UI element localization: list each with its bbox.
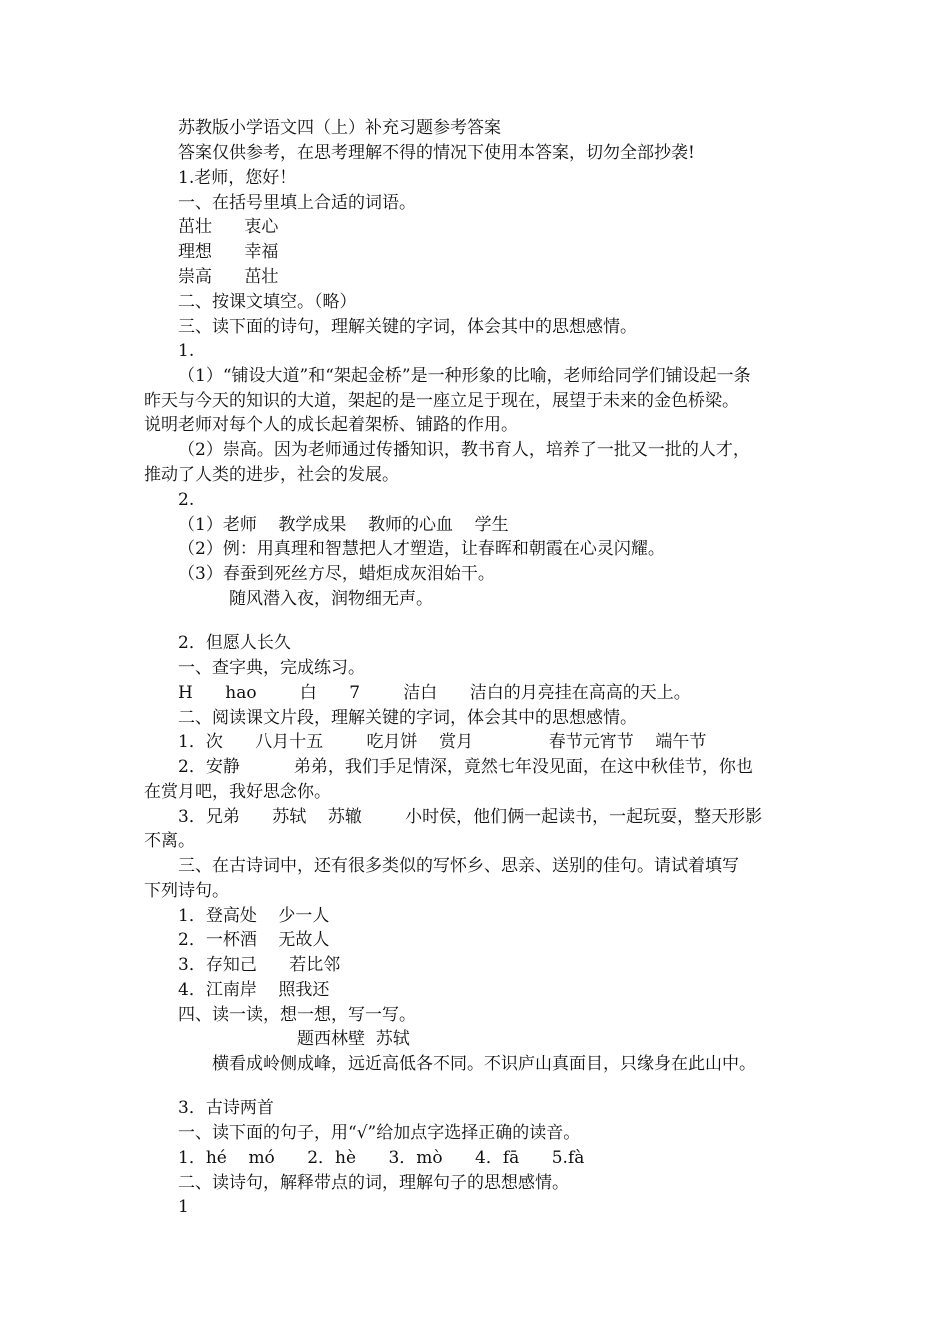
- text-line: 4．江南岸 照我还: [178, 980, 330, 1000]
- text-line: 1．hé mó 2．hè 3．mò 4．fā 5.fà: [178, 1148, 585, 1168]
- section-heading: 二、读诗句，解释带点的词，理解句子的思想感情。: [178, 1173, 569, 1193]
- text-line: （1）老师 教学成果 教师的心血 学生: [178, 515, 509, 535]
- lesson-heading: 1.老师，您好！: [178, 168, 297, 188]
- text-line: （1）“铺设大道”和“架起金桥”是一种形象的比喻，老师给同学们铺设起一条: [178, 366, 751, 386]
- text-line: 答案仅供参考，在思考理解不得的情况下使用本答案，切勿全部抄袭!: [178, 143, 695, 163]
- section-heading: 二、阅读课文片段，理解关键的字词，体会其中的思想感情。: [178, 708, 637, 728]
- text-line: 1: [178, 1197, 189, 1217]
- text-line: H hao 白 7 洁白 洁白的月亮挂在高高的天上。: [178, 683, 691, 703]
- poem-title: 题西林壁 苏轼: [297, 1029, 410, 1049]
- poem-text: 横看成岭侧成峰，远近高低各不同。不识庐山真面目，只缘身在此山中。: [212, 1054, 756, 1074]
- section-heading: 二、按课文填空。（略）: [178, 292, 357, 312]
- section-heading: 三、读下面的诗句，理解关键的字词，体会其中的思想感情。: [178, 317, 637, 337]
- text-line: 3．存知己 若比邻: [178, 955, 341, 975]
- lesson-heading: 3．古诗两首: [178, 1098, 274, 1118]
- text-line: （2）例：用真理和智慧把人才塑造，让春晖和朝霞在心灵闪耀。: [178, 539, 665, 559]
- text-line: 推动了人类的进步，社会的发展。: [144, 465, 399, 485]
- text-line: 昨天与今天的知识的大道，架起的是一座立足于现在，展望于未来的金色桥梁。: [144, 391, 739, 411]
- lesson-heading: 2．但愿人长久: [178, 633, 291, 653]
- section-heading: 一、查字典，完成练习。: [178, 658, 365, 678]
- text-line: 理想 幸福: [178, 242, 279, 262]
- text-line: 不离。: [144, 831, 195, 851]
- text-line: 2．安静 弟弟，我们手足情深，竟然七年没见面，在这中秋佳节，你也: [178, 757, 753, 777]
- text-line: 1．次 八月十五 吃月饼 赏月 春节元宵节 端午节: [178, 732, 707, 752]
- text-line: 在赏月吧，我好思念你。: [144, 782, 331, 802]
- section-heading: 一、在括号里填上合适的词语。: [178, 193, 416, 213]
- text-line: 说明老师对每个人的成长起着架桥、铺路的作用。: [144, 415, 518, 435]
- document-title: 苏教版小学语文四（上）补充习题参考答案: [178, 118, 501, 138]
- text-line: 茁壮 衷心: [178, 217, 279, 237]
- text-line: （3）春蚕到死丝方尽，蜡炬成灰泪始干。: [178, 564, 495, 584]
- text-line: 崇高 茁壮: [178, 267, 279, 287]
- text-line: 2．一杯酒 无故人: [178, 930, 330, 950]
- text-line: 下列诗句。: [144, 881, 229, 901]
- section-heading: 四、读一读，想一想，写一写。: [178, 1005, 416, 1025]
- text-line: 2.: [178, 490, 195, 510]
- text-line: 3．兄弟 苏轼 苏辙 小时侯，他们俩一起读书，一起玩耍，整天形影: [178, 807, 763, 827]
- section-heading: 三、在古诗词中，还有很多类似的写怀乡、思亲、送别的佳句。请试着填写: [178, 856, 739, 876]
- text-line: 1．登高处 少一人: [178, 906, 330, 926]
- section-heading: 一、读下面的句子，用“√”给加点字选择正确的读音。: [178, 1123, 581, 1143]
- text-line: 1.: [178, 341, 195, 361]
- text-line: 随风潜入夜，润物细无声。: [229, 589, 433, 609]
- text-line: （2）崇高。因为老师通过传播知识，教书育人，培养了一批又一批的人才，: [178, 440, 750, 460]
